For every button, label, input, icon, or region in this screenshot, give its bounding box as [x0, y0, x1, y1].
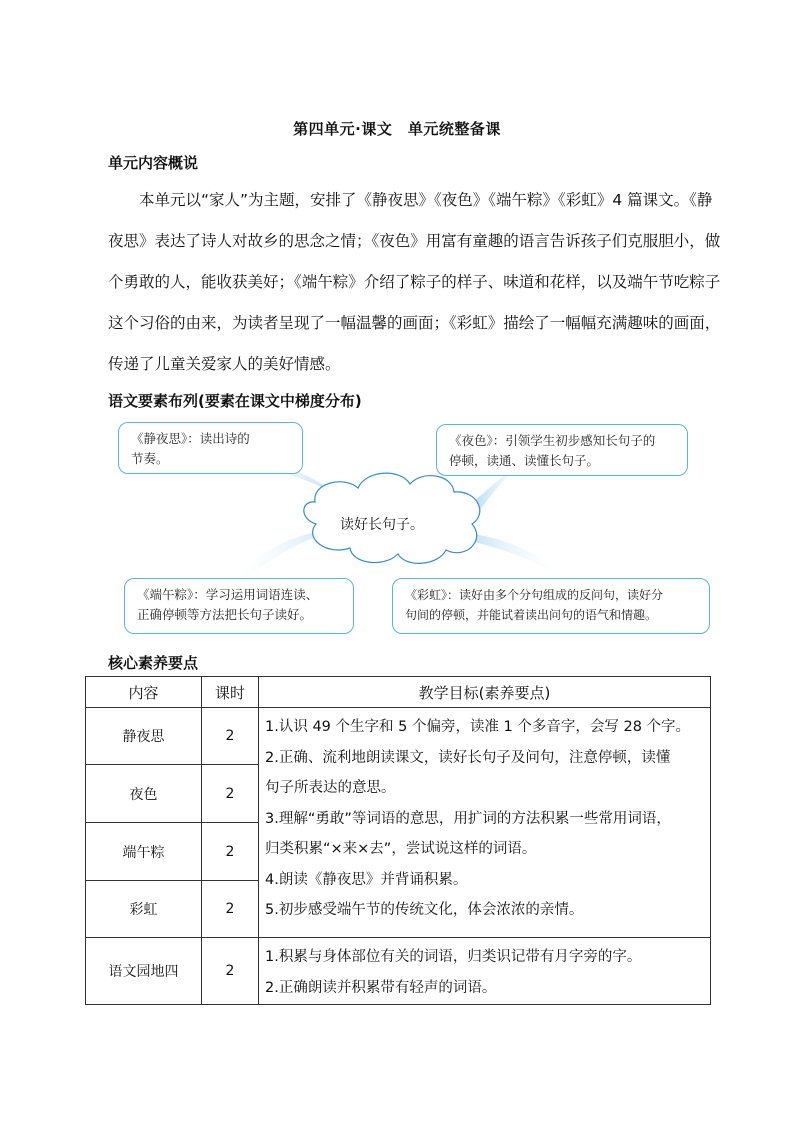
note-line: 正确停顿等方法把长句子读好。 [137, 607, 313, 622]
cell-content: 语文园地四 [86, 938, 202, 1005]
cell-content: 端午粽 [86, 823, 202, 881]
cell-hours: 2 [202, 823, 259, 881]
overview-line: 本单元以“家人”为主题，安排了《静夜思》《夜色》《端午粽》《彩虹》4 篇课文。《静 [108, 191, 713, 209]
goal-line: 1.积累与身体部位有关的词语，归类识记带有月字旁的字。 [265, 949, 642, 965]
goal-line: 2.正确朗读并积累带有轻声的词语。 [265, 980, 497, 996]
cell-hours: 2 [202, 938, 259, 1005]
goal-line: 归类积累“×来×去”，尝试说这样的词语。 [265, 841, 537, 857]
section-heading-overview: 单元内容概说 [108, 154, 199, 172]
section-heading-elements: 语文要素布列(要素在课文中梯度分布) [108, 392, 362, 410]
table-row [86, 938, 711, 1005]
note-line: 句间的停顿，并能试着读出问句的语气和情趣。 [405, 608, 658, 622]
section-heading-core: 核心素养要点 [108, 654, 199, 672]
cell-content: 彩虹 [86, 881, 202, 938]
goal-line: 1.认识 49 个生字和 5 个偏旁，读准 1 个多音字，会写 28 个字。 [265, 719, 691, 735]
overview-line: 这个习俗的由来，为读者呈现了一幅温馨的画面；《彩虹》描绘了一幅幅充满趣味的画面， [108, 314, 721, 332]
note-line: 节奏。 [131, 451, 169, 466]
overview-line: 传递了儿童关爱家人的美好情感。 [108, 355, 341, 373]
header-goals: 教学目标(素养要点) [259, 677, 711, 708]
note-box-caihong [392, 578, 710, 634]
overview-paragraph [108, 180, 721, 385]
note-box-jingyesi [118, 422, 303, 474]
note-line: 停顿，读通、读懂长句子。 [449, 453, 600, 468]
note-line: 《静夜思》：读出诗的 [131, 431, 250, 446]
cell-goals [259, 938, 711, 1005]
cloud-center-text: 读好长句子。 [340, 517, 424, 533]
page-title: 第四单元·课文 单元统整备课 [293, 120, 501, 138]
goal-line: 4.朗读《静夜思》并背诵积累。 [265, 871, 468, 888]
goal-line: 3.理解“勇敢”等词语的意思，用扩词的方法积累一些常用词语， [265, 810, 671, 827]
cell-goals [259, 708, 711, 938]
goal-line: 5.初步感受端午节的传统文化，体会浓浓的亲情。 [265, 902, 584, 918]
goal-line: 句子所表达的意思。 [265, 780, 396, 796]
core-literacy-table [85, 676, 711, 1005]
cell-hours: 2 [202, 708, 259, 765]
cell-content: 静夜思 [86, 708, 202, 765]
goal-line: 2.正确、流利地朗读课文，读好长句子及问句，注意停顿，读懂 [265, 749, 671, 766]
header-content: 内容 [86, 677, 202, 708]
overview-line: 个勇敢的人，能收获美好；《端午粽》介绍了粽子的样子、味道和花样，以及端午节吃粽子 [108, 273, 721, 291]
table-row [86, 708, 711, 765]
note-line: 《夜色》：引领学生初步感知长句子的 [449, 433, 656, 448]
note-box-duanwuzong [124, 578, 354, 634]
cell-hours: 2 [202, 765, 259, 823]
note-line: 《端午粽》：学习运用词语连读、 [137, 587, 319, 602]
note-line: 《彩虹》：读好由多个分句组成的反问句，读好分 [405, 588, 664, 602]
cell-content: 夜色 [86, 765, 202, 823]
note-box-yese [436, 424, 688, 476]
table-header-row [86, 677, 711, 708]
cell-hours: 2 [202, 881, 259, 938]
header-hours: 课时 [202, 677, 259, 708]
element-diagram [100, 410, 720, 650]
overview-line: 夜思》表达了诗人对故乡的思念之情；《夜色》用富有童趣的语言告诉孩子们克服胆小，做 [108, 232, 721, 250]
